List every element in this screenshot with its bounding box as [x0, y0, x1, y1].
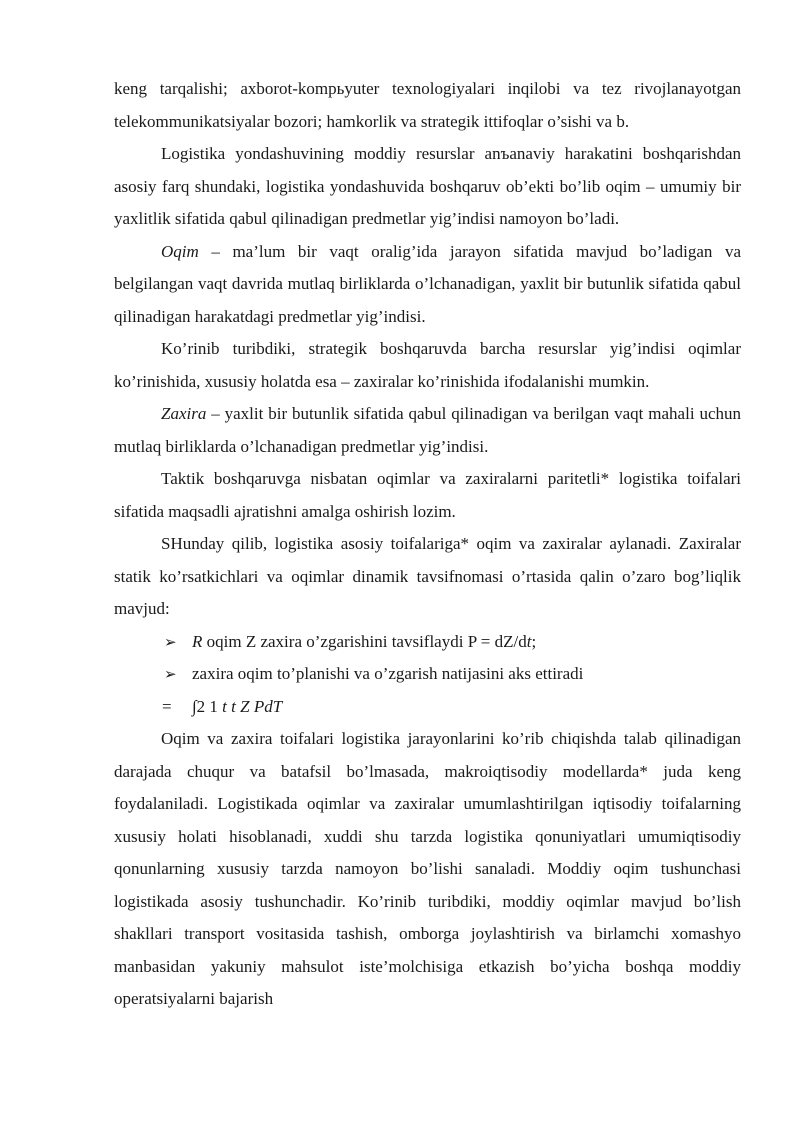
definition-text: – ma’lum bir vaqt oralig’ida jarayon sifatida mavjud bo’ladigan va belgilangan vaqt davrida mutlaq birliklarda o’lchanadigan, yaxlit bir butunlik sifatida qabul qilinadigan harakatdagi predmetlar yig’indisi. — [114, 241, 741, 326]
paragraph-zaxira-definition — [114, 398, 741, 463]
paragraph-2: Logistika yondashuvining moddiy resurslar anъanaviy harakatini boshqarishdan asosiy farq shundaki, logistika yondashuvida boshqaruv ob’ekti bo’lib oqim – umumiy bir yaxlitlik sifatida qabul qilinadigan predmetlar yig’indisi namoyon bo’ladi. — [114, 144, 741, 228]
formula-line — [114, 691, 741, 724]
definition-text: – yaxlit bir butunlik sifatida qabul qilinadigan va berilgan vaqt mahali uchun mutlaq birliklarda o’lchanadigan predmetlar yig’indisi. — [114, 404, 741, 456]
formula-variables: t t Z PdT — [222, 696, 283, 716]
bullet-item-2 — [114, 658, 741, 691]
paragraph-1: keng tarqalishi; axborot-kompьyuter texnologiyalari inqilobi va tez rivojlanayotgan telekommunikatsiyalar bozori; hamkorlik va strategik ittifoqlar o’sishi va b. — [114, 79, 741, 131]
formula-integral: ∫2 1 — [192, 696, 223, 716]
bullet-end: ; — [531, 631, 537, 651]
var-t: t — [526, 631, 532, 651]
arrow-bullet-icon: ➢ — [164, 665, 177, 683]
bullet-item-1 — [114, 626, 741, 659]
arrow-bullet-icon: ➢ — [164, 632, 177, 651]
paragraph-7: SHunday qilib, logistika asosiy toifalariga* oqim va zaxiralar aylanadi. Zaxiralar statik ko’rsatkichlari va oqimlar dinamik tavsifnomasi o’rtasida qalin o’zaro bog’liqlik mavjud: — [114, 534, 741, 618]
term-zaxira: Zaxira — [161, 404, 207, 423]
paragraph-4: Ko’rinib turibdiki, strategik boshqaruvda barcha resurslar yig’indisi oqimlar ko’rinishida, xususiy holatda esa – zaxiralar ko’rinishida ifodalanishi mumkin. — [114, 339, 741, 391]
formula-equals: = — [162, 696, 172, 716]
page-body — [114, 73, 741, 1016]
bullet-text: zaxira oqim to’planishi va o’zgarish natijasini aks ettiradi — [192, 664, 584, 683]
paragraph-8: Oqim va zaxira toifalari logistika jarayonlarini ko’rib chiqishda talab qilinadigan darajada chuqur va batafsil bo’lmasada, makroiqtisodiy modellarda* juda keng foydalaniladi. Logistikada oqimlar va zaxiralar umumlashtirilgan iqtisodiy toifalarning xususiy holati hisoblanadi, xuddi shu tarzda logistika qonuniyatlari umumiqtisodiy qonunlarning xususiy tarzda namoyon bo’lishi sanaladi. Moddiy oqim tushunchasi logistikada asosiy tushunchadir. Ko’rinib turibdiki, moddiy oqimlar mavjud bo’lish shakllari transport vositasida tashish, omborga joylashtirish va birlamchi xomashyo manbasidan yakuniy mahsulot iste’molchisiga etkazish bo’yicha boshqa moddiy operatsiyalarni bajarish — [114, 729, 741, 1008]
paragraph-6: Taktik boshqaruvga nisbatan oqimlar va zaxiralarni paritetli* logistika toifalari sifatida maqsadli ajratishni amalga oshirish lozim. — [114, 469, 741, 521]
bullet-text: oqim Z zaxira o’zgarishini tavsiflaydi P = dZ/d — [202, 631, 527, 651]
paragraph-oqim-definition — [114, 236, 741, 334]
term-oqim: Oqim — [161, 241, 199, 261]
var-r: R — [192, 631, 203, 651]
